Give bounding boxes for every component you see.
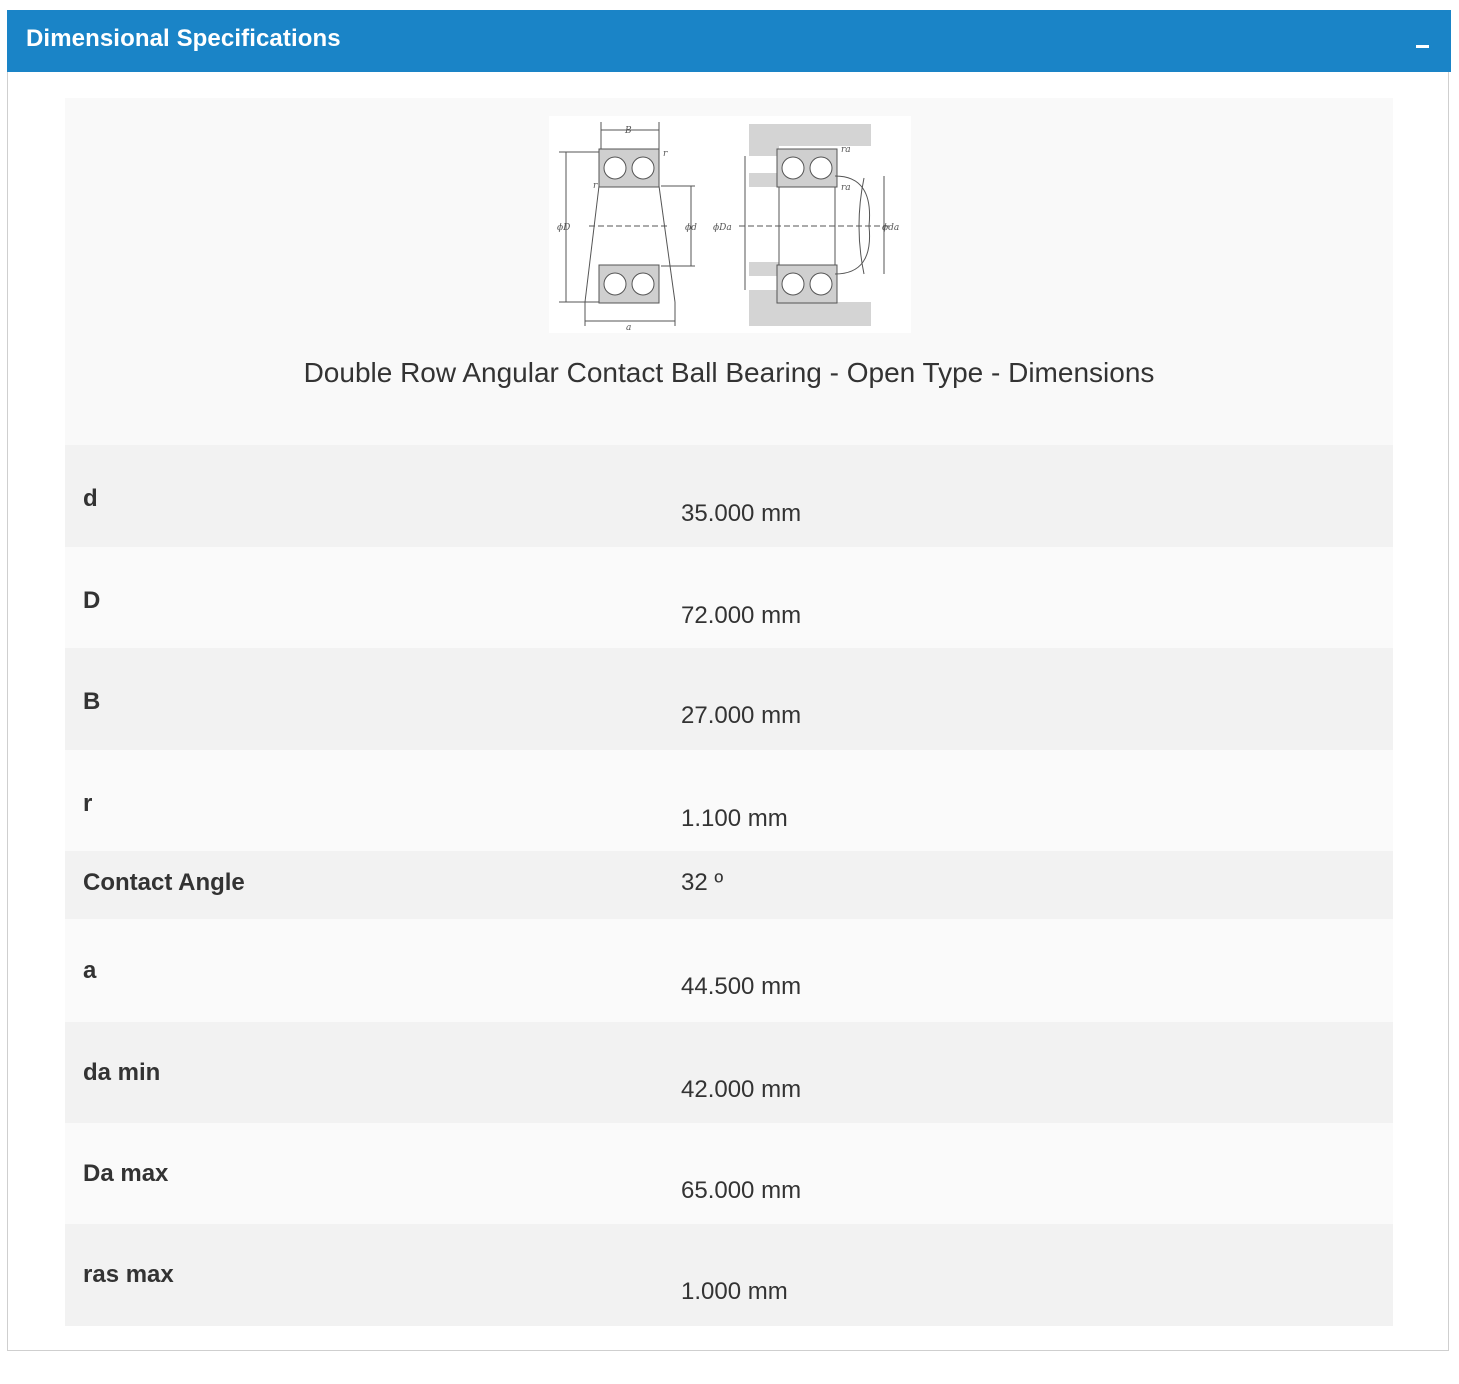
spec-row [65, 547, 1393, 648]
spec-value: 44.500 mm [681, 973, 802, 1000]
spec-row [65, 1123, 1393, 1224]
specifications-table [65, 445, 1393, 1326]
spec-label: ras max [83, 1261, 174, 1288]
svg-text:r: r [663, 149, 668, 159]
spec-value: 35.000 mm [681, 500, 802, 527]
svg-text:ϕD: ϕD [557, 223, 571, 233]
svg-text:ra: ra [841, 145, 851, 155]
spec-value: 42.000 mm [681, 1076, 802, 1103]
spec-label: D [83, 587, 101, 614]
spec-label: a [83, 957, 97, 984]
svg-text:B: B [625, 126, 632, 136]
spec-row [65, 1224, 1393, 1326]
svg-text:ϕd: ϕd [685, 223, 697, 233]
spec-label: r [83, 790, 93, 817]
panel-header[interactable] [7, 10, 1451, 72]
spec-row [65, 750, 1393, 851]
panel-title: Dimensional Specifications [26, 25, 341, 52]
spec-label: da min [83, 1059, 161, 1086]
svg-text:ϕda: ϕda [882, 223, 900, 233]
spec-row [65, 851, 1393, 919]
spec-label: Da max [83, 1160, 169, 1187]
spec-row [65, 648, 1393, 750]
figure-caption: Double Row Angular Contact Ball Bearing - Open Type - Dimensions [303, 357, 1155, 388]
bearing-figure [65, 98, 1393, 445]
svg-text:ϕDa: ϕDa [713, 223, 732, 233]
spec-value: 1.000 mm [681, 1278, 788, 1305]
spec-label: d [83, 485, 98, 512]
spec-value: 65.000 mm [681, 1177, 802, 1204]
spec-row [65, 1022, 1393, 1123]
bearing-dimensions-drawing [549, 116, 911, 333]
spec-value: 32 º [681, 869, 724, 896]
spec-value: 72.000 mm [681, 602, 802, 629]
svg-text:ra: ra [841, 183, 851, 193]
spec-value: 1.100 mm [681, 805, 788, 832]
spec-row [65, 919, 1393, 1022]
svg-text:a: a [626, 323, 632, 333]
spec-row [65, 445, 1393, 547]
minus-icon [1416, 45, 1429, 48]
svg-text:r: r [593, 181, 598, 191]
collapse-button[interactable] [1409, 30, 1435, 56]
spec-label: B [83, 688, 101, 715]
spec-label: Contact Angle [83, 869, 245, 896]
dimensional-specifications-panel [7, 10, 1449, 1351]
spec-value: 27.000 mm [681, 702, 802, 729]
